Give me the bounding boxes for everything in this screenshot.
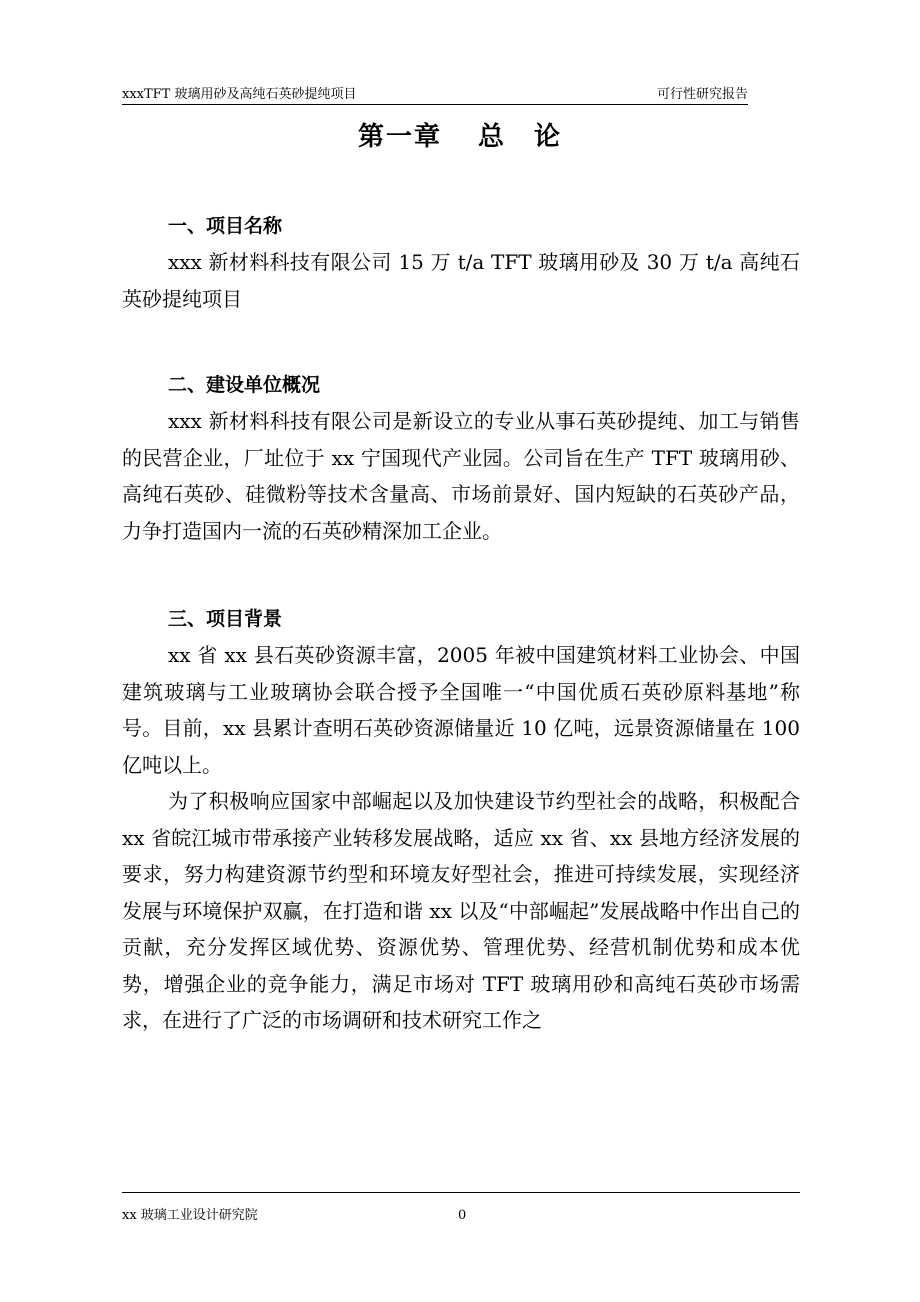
chapter-number: 第一章 [357,122,442,152]
section-heading-company-overview: 二、建设单位概况 [168,374,321,396]
footer-divider [122,1192,800,1193]
page-header [122,86,748,105]
paragraph-project-name: xxx 新材料科技有限公司 15 万 t/a TFT 玻璃用砂及 30 万 t/a 高纯石英砂提纯项目 [122,250,800,311]
page-number: 0 [458,1208,467,1223]
header-project-title: xxxTFT 玻璃用砂及高纯石英砂提纯项目 [122,87,357,102]
header-report-type: 可行性研究报告 [656,87,748,102]
footer-organization: xx 玻璃工业设计研究院 [122,1208,258,1223]
chapter-name: 总 论 [478,122,563,152]
paragraph-background-2: 为了积极响应国家中部崛起以及加快建设节约型社会的战略，积极配合 xx 省皖江城市带承接产业转移发展战略，适应 xx 省、xx 县地方经济发展的要求，努力构建资源节约型和环境友好型社会，推进可持续发展，实现经济发展与环境保护双赢，在打造和谐 xx 以及“中部崛起”发展战略中作出自己的贡献，充分发挥区域优势、资源优势、管理优势、经营机制优势和成本优势，增强企业的竞争能力，满足市场对 TFT 玻璃用砂和高纯石英砂市场需求，在进行了广泛的市场调研和技术研究工作之 [122,789,800,1032]
paragraph-company-overview: xxx 新材料科技有限公司是新设立的专业从事石英砂提纯、加工与销售的民营企业，厂址位于 xx 宁国现代产业园。公司旨在生产 TFT 玻璃用砂、高纯石英砂、硅微粉等技术含量高、市场前景好、国内短缺的石英砂产品，力争打造国内一流的石英砂精深加工企业。 [122,409,800,543]
section-heading-project-name: 一、项目名称 [168,215,283,237]
document-body [122,208,800,1039]
paragraph-background-1: xx 省 xx 县石英砂资源丰富，2005 年被中国建筑材料工业协会、中国建筑玻璃与工业玻璃协会联合授予全国唯一“中国优质石英砂原料基地”称号。目前，xx 县累计查明石英砂资源储量近 10 亿吨，远景资源储量在 100 亿吨以上。 [122,643,800,777]
chapter-title [0,120,920,154]
section-heading-background: 三、项目背景 [168,608,283,630]
